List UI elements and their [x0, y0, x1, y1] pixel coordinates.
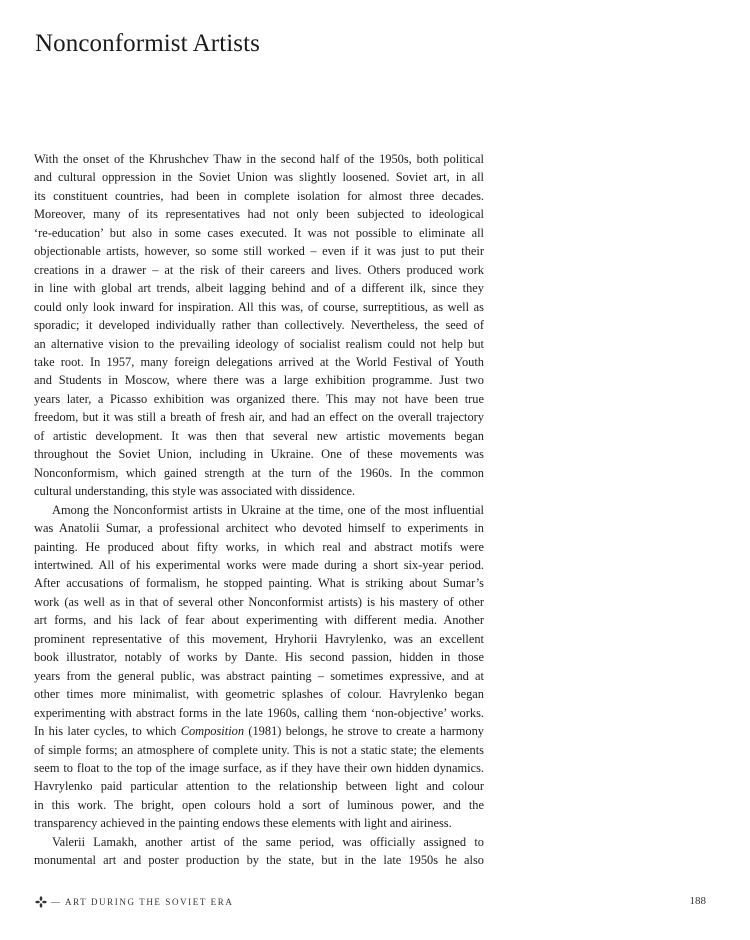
text-line: Among the Nonconformist artists in Ukraine at the time, one of the most influential [52, 502, 484, 517]
text-line: objectionable artists, however, so some still worked – even if it was just to put their [34, 244, 484, 259]
text-line: in line with global art trends, albeit lagging behind and of a different ilk, since they [34, 281, 484, 296]
body-text [34, 150, 484, 870]
text-line: experimenting with abstract forms in the late 1960s, calling them ‘non-objective’ works. [34, 705, 484, 720]
text-line: prominent representative of this movement, Hryhorii Havrylenko, was an excellent [34, 631, 484, 646]
text-line: Valerii Lamakh, another artist of the same period, was officially assigned to [52, 834, 484, 849]
running-head: ART DURING THE SOVIET ERA [65, 897, 234, 907]
text-line: years from the general public, was abstract painting – sometimes expressive, and at [34, 668, 484, 683]
text-line: take root. In 1957, many foreign delegations arrived at the World Festival of Youth [34, 354, 484, 369]
page-title: Nonconformist Artists [35, 30, 261, 57]
text-line: and cultural oppression in the Soviet Union was slightly loosened. Soviet art, in all [34, 170, 484, 185]
text-line: Nonconformism, which gained strength at the turn of the 1960s. In the common [34, 465, 484, 480]
text-line: In his later cycles, to which Composition (1981) belongs, he strove to create a harmony [34, 724, 484, 739]
text-line: could only look inward for inspiration. All this was, of course, surreptitious, as well as [34, 299, 484, 314]
text-line: years later, a Picasso exhibition was organized there. This may not have been true [34, 391, 484, 406]
text-line: of artistic development. It was then that several new artistic movements began [34, 428, 484, 443]
text-line: work (as well as in that of several other Nonconformist artists) is his mastery of other [34, 594, 484, 609]
running-footer [35, 896, 233, 908]
text-line: freedom, but it was still a breath of fresh air, and had an effect on the overall trajectory [34, 410, 484, 425]
text-line: and Students in Moscow, where there was a large exhibition programme. Just two [34, 373, 484, 388]
text-line: seem to float to the top of the image surface, as if they have their own hidden dynamics. [34, 760, 484, 775]
footer-dash: — [51, 897, 60, 907]
text-line: art forms, and his lack of fear about experimenting with different media. Another [34, 613, 484, 628]
text-line: sporadic; it developed individually rather than collectively. Nevertheless, the seed of [34, 318, 484, 333]
text-line: was Anatolii Sumar, a professional architect who devoted himself to experiments in [34, 521, 484, 536]
fleuron-icon [35, 896, 47, 908]
text-line: monumental art and poster production by the state, but in the late 1950s he also [34, 853, 484, 868]
text-line: painting. He produced about fifty works, in which real and abstract motifs were [34, 539, 484, 554]
text-line: other times more minimalist, with geometric splashes of colour. Havrylenko began [34, 687, 484, 702]
text-line: an alternative vision to the prevailing ideology of socialist realism could not help but [34, 336, 484, 351]
text-line: intertwined. All of his experimental works were made during a short six-year period. [34, 557, 484, 572]
text-line: book illustrator, notably of works by Dante. His second passion, hidden in those [34, 650, 484, 665]
text-line: With the onset of the Khrushchev Thaw in the second half of the 1950s, both political [34, 152, 484, 166]
text-line: transparency achieved in the painting endows these elements with light and airiness. [34, 816, 452, 831]
text-line: of simple forms; an atmosphere of complete unity. This is not a static state; the elements [34, 742, 484, 757]
text-line: creations in a drawer – at the risk of their careers and lives. Others produced work [34, 262, 484, 277]
page-number: 188 [689, 895, 706, 907]
text-line: Moreover, many of its representatives had not only been subjected to ideological [34, 207, 484, 222]
text-line: cultural understanding, this style was associated with dissidence. [34, 484, 356, 499]
text-line: Havrylenko paid particular attention to the relationship between light and colour [34, 779, 484, 794]
text-line: throughout the Soviet Union, including in Ukraine. One of these movements was [34, 447, 484, 462]
text-line: ‘re-education’ but also in some cases executed. It was not possible to eliminate all [34, 225, 484, 240]
text-line: After accusations of formalism, he stopped painting. What is striking about Sumar’s [34, 576, 484, 591]
text-line: in this work. The bright, open colours hold a sort of luminous power, and the [34, 797, 484, 812]
text-line: its constituent countries, had been in complete isolation for almost three decades. [34, 188, 484, 203]
artwork-title: Composition [180, 724, 245, 739]
